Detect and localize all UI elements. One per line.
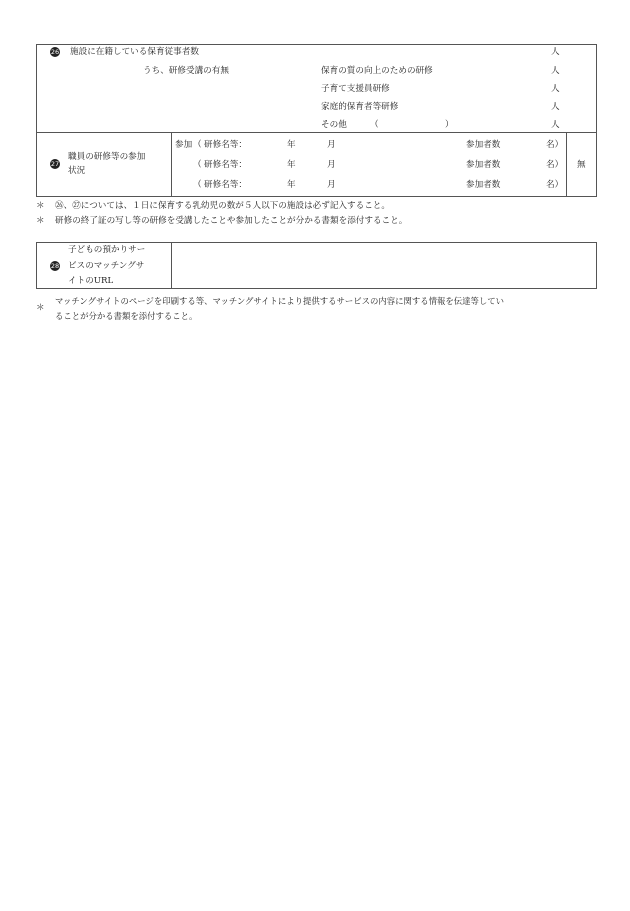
note-mark: ＊ (36, 201, 45, 211)
matching-site-label-line2: ビスのマッチングサ (68, 261, 145, 271)
note-text: ㉖、㉗については、１日に保育する乳幼児の数が５人以下の施設は必ず記入すること。 (55, 201, 390, 211)
table-divider (171, 242, 172, 289)
training-label-support: 子育て支援員研修 (321, 84, 390, 94)
participate-label: 参加 (175, 140, 193, 150)
month-label: 月 (327, 160, 336, 170)
month-label: 月 (327, 140, 336, 150)
training-status-label-line1: 職員の研修等の参加 (68, 152, 146, 162)
training-label-quality: 保育の質の向上のための研修 (321, 66, 433, 76)
note-text: 研修の終了証の写し等の研修を受講したことや参加したことが分かる書類を添付すること。 (55, 216, 408, 226)
training-label-other: その他 (321, 120, 347, 130)
note-mark: ＊ (36, 303, 45, 313)
participants-unit: 名） (546, 160, 564, 170)
matching-site-label-line1: 子どもの預かりサー (68, 245, 146, 255)
participants-unit: 名） (546, 180, 564, 190)
item-number-28: 28 (50, 262, 60, 270)
participants-label: 参加者数 (466, 140, 501, 150)
training-name-label: 研修名等： (204, 140, 247, 150)
row-open-paren: （ (193, 140, 202, 150)
training-unit-family: 人 (551, 102, 560, 112)
note-mark: ＊ (36, 216, 45, 226)
month-label: 月 (327, 180, 336, 190)
year-label: 年 (287, 160, 296, 170)
matching-site-url-field[interactable] (176, 262, 591, 274)
table-divider (36, 132, 597, 133)
note-text-line2: ることが分かる書類を添付すること。 (55, 311, 198, 321)
participants-unit: 名） (546, 140, 564, 150)
other-paren-open: （ (370, 120, 379, 130)
matching-site-label-line3: イトのURL (68, 276, 114, 286)
participants-label: 参加者数 (466, 180, 501, 190)
item-number-27: 27 (50, 160, 60, 168)
training-unit-other: 人 (551, 120, 560, 130)
table-divider (566, 132, 567, 197)
table-divider (171, 132, 172, 197)
none-option: 無 (577, 160, 586, 170)
year-label: 年 (287, 180, 296, 190)
item-number-26: 26 (50, 48, 60, 56)
other-paren-close: ） (445, 120, 454, 130)
training-unit-quality: 人 (551, 66, 560, 76)
year-label: 年 (287, 140, 296, 150)
training-name-label: 研修名等： (204, 180, 247, 190)
row-open-paren: （ (193, 180, 202, 190)
training-label-family: 家庭的保育者等研修 (321, 102, 399, 112)
staff-count-label: 施設に在籍している保育従事者数 (70, 47, 199, 57)
training-subheading: うち、研修受講の有無 (143, 66, 229, 76)
staff-training-table (36, 44, 597, 197)
training-name-label: 研修名等： (204, 160, 247, 170)
training-unit-support: 人 (551, 84, 560, 94)
row-open-paren: （ (193, 160, 202, 170)
staff-count-unit: 人 (551, 47, 560, 57)
training-status-label-line2: 状況 (68, 166, 86, 176)
note-text-line1: マッチングサイトのページを印刷する等、マッチングサイトにより提供するサービスの内容に関する情報を伝達等してい (55, 296, 505, 306)
participants-label: 参加者数 (466, 160, 501, 170)
